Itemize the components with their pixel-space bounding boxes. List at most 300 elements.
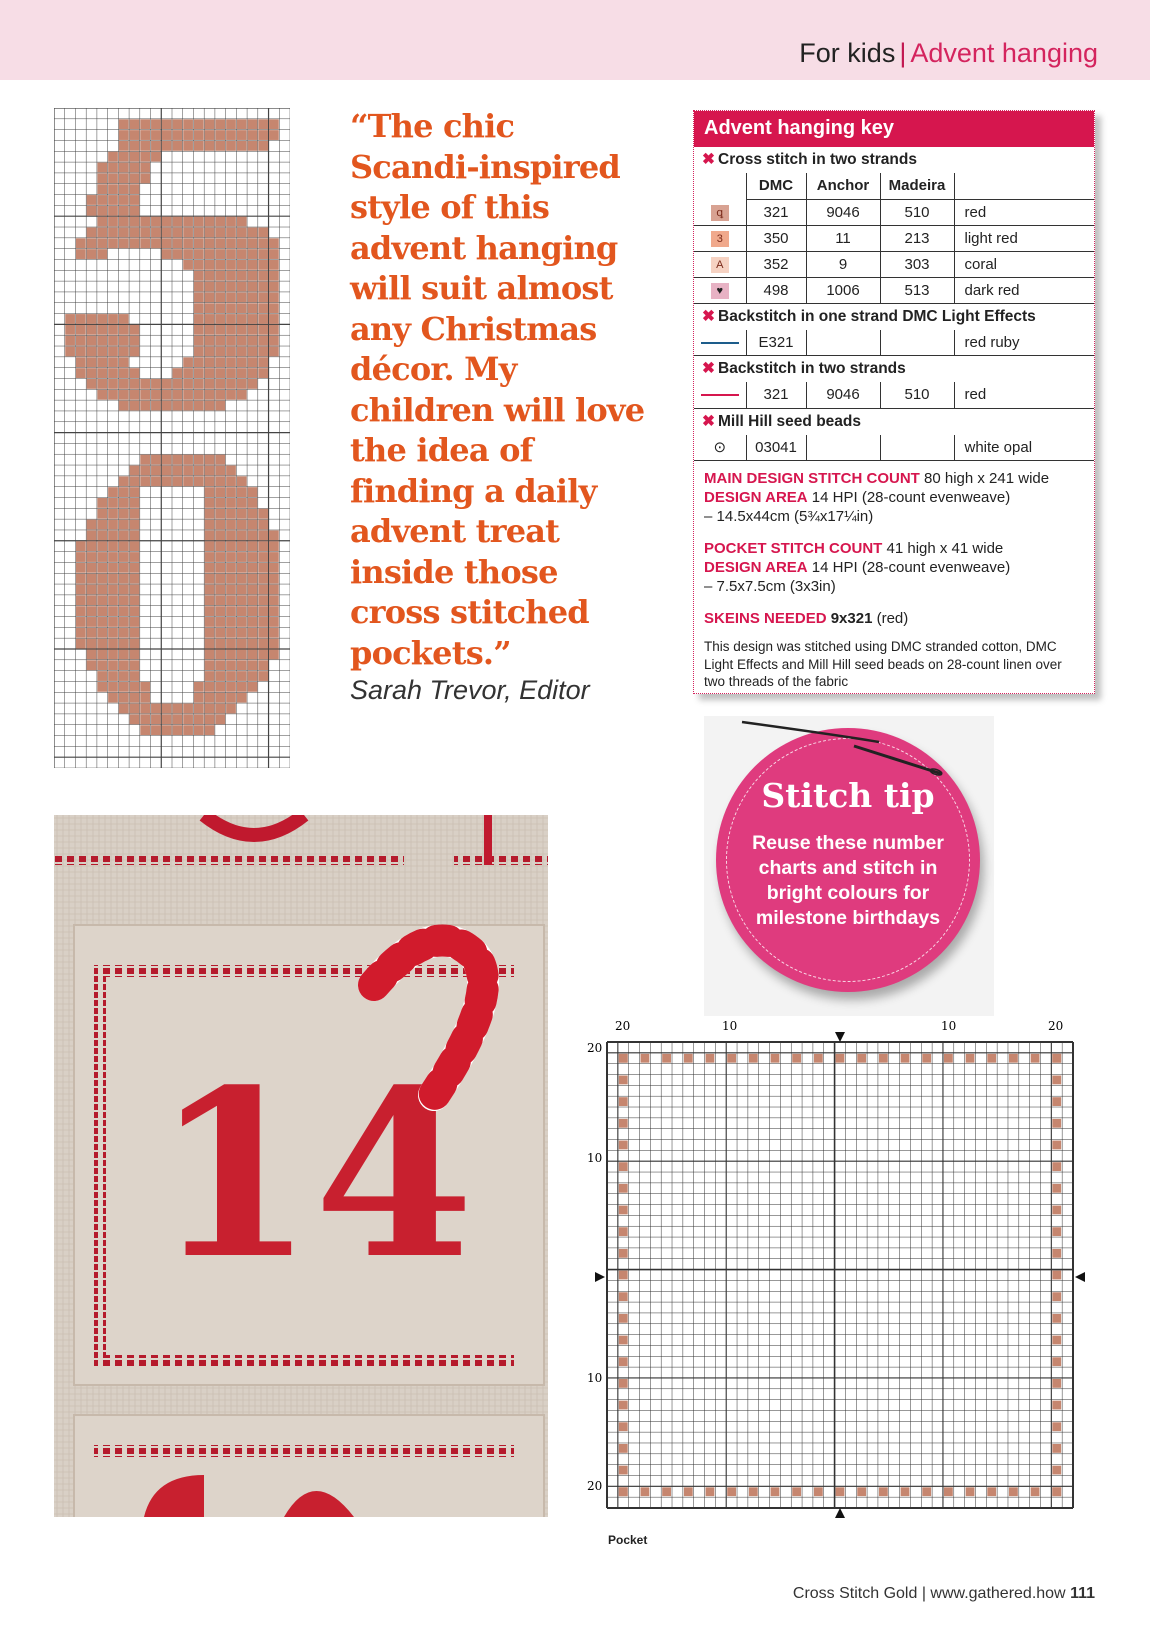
stitch-cell: [194, 130, 204, 140]
pocket-stitch-cell: [1052, 1314, 1061, 1323]
stitch-cell: [119, 390, 129, 400]
stitch-cell: [258, 509, 268, 519]
stitch-cell: [151, 379, 161, 389]
stitch-cell: [183, 130, 193, 140]
stitch-cell: [162, 130, 172, 140]
stitch-cell: [119, 704, 129, 714]
pocket-chart-grid: [575, 1012, 1095, 1522]
stitch-cell: [108, 541, 118, 551]
stitch-cell: [215, 585, 225, 595]
key-section-backstitch-two: ✖ Backstitch in two strands: [702, 360, 906, 377]
stitch-cell: [205, 336, 215, 346]
footer: Cross Stitch Gold | www.gathered.how 111: [792, 1585, 1095, 1602]
stitch-cell: [215, 217, 225, 227]
stitch-tip-body: Reuse these number charts and stitch in bright colours for milestone birthdays: [752, 832, 944, 929]
stitch-cell: [119, 206, 129, 216]
stitch-cell: [269, 617, 279, 627]
stitch-cell: [248, 606, 258, 616]
pocket-stitch-cell: [684, 1054, 693, 1063]
stitch-cell: [237, 141, 247, 151]
stitch-cell: [108, 552, 118, 562]
stitch-cell: [140, 466, 150, 476]
stitch-cell: [237, 585, 247, 595]
pocket-stitch-cell: [901, 1487, 910, 1496]
stitch-cell: [130, 628, 140, 638]
stitch-cell: [130, 498, 140, 508]
stitch-cell: [130, 509, 140, 519]
stitch-cell: [183, 217, 193, 227]
blue-line-symbol: [701, 342, 739, 344]
stitch-cell: [97, 552, 107, 562]
stitch-cell: [76, 357, 86, 367]
stitch-cell: [215, 303, 225, 313]
pocket-chart: [575, 1012, 1095, 1522]
stitch-cell: [205, 119, 215, 129]
stitch-cell: [173, 249, 183, 259]
stitch-cell: [248, 639, 258, 649]
stitch-cell: [97, 498, 107, 508]
stitch-cell: [119, 595, 129, 605]
stitch-cell: [205, 628, 215, 638]
stitch-cell: [248, 585, 258, 595]
stitch-cell: [248, 563, 258, 573]
stitch-cell: [173, 379, 183, 389]
stitch-cell: [119, 476, 129, 486]
stitch-cell: [76, 617, 86, 627]
stitch-cell: [237, 617, 247, 627]
stitch-cell: [258, 617, 268, 627]
stitch-cell: [183, 119, 193, 129]
stitch-cell: [248, 487, 258, 497]
stitch-cell: [194, 379, 204, 389]
stitch-cell: [269, 541, 279, 551]
stitch-cell: [119, 141, 129, 151]
stitch-cell: [205, 260, 215, 270]
stitch-cell: [237, 552, 247, 562]
stitch-cell: [97, 238, 107, 248]
stitch-cell: [205, 725, 215, 735]
stitch-cell: [76, 541, 86, 551]
stitch-cell: [194, 725, 204, 735]
stitch-cell: [215, 314, 225, 324]
stitch-cell: [226, 520, 236, 530]
stitch-cell: [248, 649, 258, 659]
pocket-stitch-cell: [1052, 1054, 1061, 1063]
stitch-cell: [194, 336, 204, 346]
stitch-cell: [108, 530, 118, 540]
stitch-cell: [248, 347, 258, 357]
stitch-cell: [215, 541, 225, 551]
stitch-cell: [130, 152, 140, 162]
stitch-cell: [108, 520, 118, 530]
stitch-cell: [108, 228, 118, 238]
stitch-cell: [205, 141, 215, 151]
stitch-cell: [119, 401, 129, 411]
stitch-cell: [108, 639, 118, 649]
tick-side-4: 20: [587, 1479, 603, 1493]
swatch-350-symbol: 3: [711, 231, 729, 247]
stitch-cell: [130, 595, 140, 605]
stitch-cell: [269, 563, 279, 573]
stitch-cell: [215, 639, 225, 649]
cross-mark-icon: ✖: [702, 412, 715, 430]
stitch-cell: [205, 466, 215, 476]
stitch-cell: [258, 595, 268, 605]
stitch-cell: [97, 563, 107, 573]
pocket-stitch-cell: [619, 1466, 628, 1475]
stitch-cell: [140, 693, 150, 703]
pocket-stitch-cell: [619, 1162, 628, 1171]
number-chart-grid: [54, 108, 290, 768]
stitch-cell: [162, 379, 172, 389]
stitch-cell: [215, 649, 225, 659]
col-madeira: Madeira: [880, 173, 954, 199]
swatch-498-symbol: ♥: [711, 283, 729, 299]
stitch-cell: [237, 628, 247, 638]
stitch-cell: [215, 617, 225, 627]
stitch-cell: [194, 704, 204, 714]
stitch-cell: [183, 249, 193, 259]
stitch-cell: [183, 455, 193, 465]
stitch-cell: [269, 530, 279, 540]
stitch-cell: [87, 574, 97, 584]
stitch-cell: [269, 271, 279, 281]
header-page-title: Advent hanging: [910, 38, 1098, 68]
pocket-stitch-cell: [1052, 1444, 1061, 1453]
stitch-cell: [226, 271, 236, 281]
stitch-cell: [183, 390, 193, 400]
stitch-cell: [226, 347, 236, 357]
footer-magazine: Cross Stitch Gold: [792, 1585, 918, 1602]
key-row: E321 red ruby: [694, 330, 1094, 356]
stitch-cell: [248, 271, 258, 281]
key-row: ⊙ 03041 white opal: [694, 435, 1094, 461]
stitch-cell: [194, 368, 204, 378]
stitch-cell: [258, 649, 268, 659]
stitch-cell: [97, 325, 107, 335]
stitch-cell: [205, 303, 215, 313]
stitch-cell: [76, 325, 86, 335]
stitch-cell: [226, 682, 236, 692]
stitch-cell: [119, 585, 129, 595]
stitch-cell: [119, 671, 129, 681]
stitch-cell: [140, 130, 150, 140]
stitch-cell: [130, 541, 140, 551]
tick-top-2: 10: [722, 1019, 738, 1033]
stitch-cell: [87, 368, 97, 378]
stitch-cell: [226, 379, 236, 389]
stitch-cell: [76, 639, 86, 649]
stitch-cell: [119, 336, 129, 346]
stitch-cell: [226, 292, 236, 302]
stitch-cell: [258, 347, 268, 357]
stitch-cell: [87, 541, 97, 551]
pocket-stitch-cell: [1052, 1141, 1061, 1150]
stitch-cell: [237, 336, 247, 346]
stitch-cell: [237, 357, 247, 367]
stitch-cell: [108, 217, 118, 227]
col-anchor: Anchor: [806, 173, 880, 199]
stitch-cell: [119, 649, 129, 659]
stitch-cell: [205, 217, 215, 227]
stitch-cell: [162, 238, 172, 248]
stitch-cell: [248, 574, 258, 584]
stitch-cell: [237, 390, 247, 400]
stitch-cell: [130, 368, 140, 378]
stitch-cell: [108, 238, 118, 248]
stitch-cell: [215, 260, 225, 270]
stitch-cell: [248, 617, 258, 627]
stitch-cell: [97, 195, 107, 205]
stitch-cell: [173, 476, 183, 486]
stitch-cell: [130, 682, 140, 692]
pocket-stitch-cell: [619, 1141, 628, 1150]
stitch-cell: [205, 585, 215, 595]
product-photo: [54, 815, 548, 1517]
stitch-cell: [205, 509, 215, 519]
key-table-back: [694, 382, 1094, 409]
stitch-cell: [237, 271, 247, 281]
stitch-cell: [119, 617, 129, 627]
stitch-cell: [237, 693, 247, 703]
stitch-cell: [108, 487, 118, 497]
pocket-stitch-cell: [641, 1054, 650, 1063]
stitch-cell: [215, 238, 225, 248]
stitch-cell: [108, 628, 118, 638]
stitch-cell: [269, 238, 279, 248]
tick-side-2: 10: [587, 1151, 603, 1165]
key-row: 321 9046 510 red: [694, 382, 1094, 408]
stitch-cell: [248, 530, 258, 540]
stitch-cell: [97, 390, 107, 400]
stitch-cell: [258, 606, 268, 616]
stitch-cell: [237, 217, 247, 227]
number-chart: [54, 108, 290, 768]
pocket-stitch-cell: [836, 1054, 845, 1063]
stitch-cell: [205, 530, 215, 540]
stitch-cell: [130, 336, 140, 346]
stitch-cell: [237, 563, 247, 573]
stitch-cell: [65, 347, 75, 357]
tick-top-3: 10: [941, 1019, 957, 1033]
stitch-cell: [215, 563, 225, 573]
stitch-cell: [119, 368, 129, 378]
stitch-cell: [108, 163, 118, 173]
stitch-cell: [205, 455, 215, 465]
pocket-stitch-cell: [1052, 1249, 1061, 1258]
stitch-cell: [108, 336, 118, 346]
key-row: ꝗ 321 9046 510 red: [694, 199, 1094, 225]
stitch-cell: [140, 476, 150, 486]
stitch-cell: [76, 368, 86, 378]
stitch-cell: [130, 163, 140, 173]
stitch-cell: [205, 292, 215, 302]
pocket-stitch-cell: [619, 1292, 628, 1301]
stitch-cell: [183, 714, 193, 724]
stitch-cell: [215, 368, 225, 378]
pocket-stitch-cell: [966, 1487, 975, 1496]
stitch-cell: [162, 401, 172, 411]
stitch-cell: [162, 714, 172, 724]
stitch-cell: [130, 401, 140, 411]
stitch-cell: [108, 195, 118, 205]
pocket-stitch-cell: [1052, 1184, 1061, 1193]
stitch-cell: [205, 238, 215, 248]
stitch-cell: [119, 325, 129, 335]
stitch-cell: [162, 217, 172, 227]
stitch-cell: [130, 228, 140, 238]
stitch-cell: [140, 238, 150, 248]
pocket-stitch-cell: [944, 1054, 953, 1063]
stitch-cell: [119, 184, 129, 194]
stitch-cell: [205, 693, 215, 703]
stitch-cell: [108, 693, 118, 703]
stitch-cell: [215, 595, 225, 605]
stitch-cell: [237, 509, 247, 519]
stitch-cell: [248, 119, 258, 129]
stitch-cell: [226, 119, 236, 129]
pocket-stitch-cell: [619, 1422, 628, 1431]
pocket-stitch-cell: [966, 1054, 975, 1063]
stitch-cell: [87, 195, 97, 205]
pocket-stitch-cell: [662, 1054, 671, 1063]
stitch-cell: [226, 660, 236, 670]
pocket-stitch-cell: [879, 1487, 888, 1496]
stitch-cell: [258, 541, 268, 551]
stitch-cell: [237, 541, 247, 551]
pocket-stitch-cell: [792, 1054, 801, 1063]
stitch-cell: [269, 606, 279, 616]
stitch-cell: [119, 541, 129, 551]
stitch-cell: [140, 455, 150, 465]
stitch-cell: [140, 390, 150, 400]
stitch-cell: [108, 595, 118, 605]
stitch-cell: [226, 649, 236, 659]
stitch-cell: [130, 466, 140, 476]
stitch-cell: [226, 303, 236, 313]
pocket-stitch-cell: [727, 1487, 736, 1496]
stitch-cell: [248, 552, 258, 562]
pocket-stitch-cell: [619, 1357, 628, 1366]
stitch-cell: [130, 119, 140, 129]
stitch-cell: [215, 530, 225, 540]
stitch-cell: [130, 671, 140, 681]
pocket-stitch-cell: [619, 1314, 628, 1323]
stitch-cell: [108, 368, 118, 378]
stitch-cell: [215, 520, 225, 530]
stitch-cell: [226, 336, 236, 346]
stitch-cell: [226, 574, 236, 584]
stitch-cell: [87, 606, 97, 616]
stitch-cell: [215, 574, 225, 584]
stitch-cell: [226, 606, 236, 616]
stitch-cell: [226, 282, 236, 292]
stitch-cell: [130, 390, 140, 400]
pocket-stitch-cell: [1052, 1336, 1061, 1345]
stitch-cell: [140, 163, 150, 173]
stitch-cell: [76, 574, 86, 584]
stitch-cell: [140, 119, 150, 129]
stitch-cell: [226, 228, 236, 238]
tick-top-4: 20: [1048, 1019, 1064, 1033]
stitch-cell: [269, 119, 279, 129]
swatch-321-symbol: ꝗ: [711, 205, 729, 221]
stitch-cell: [248, 595, 258, 605]
stitch-cell: [258, 520, 268, 530]
stitch-cell: [119, 347, 129, 357]
red-line-symbol: [701, 394, 739, 396]
stitch-cell: [119, 498, 129, 508]
stitch-cell: [119, 693, 129, 703]
stitch-cell: [215, 714, 225, 724]
stitch-cell: [130, 206, 140, 216]
stitch-cell: [248, 249, 258, 259]
stitch-cell: [237, 325, 247, 335]
stitch-cell: [205, 606, 215, 616]
stitch-cell: [76, 628, 86, 638]
stitch-cell: [87, 238, 97, 248]
stitch-cell: [237, 379, 247, 389]
stitch-cell: [215, 292, 225, 302]
stitch-cell: [119, 217, 129, 227]
stitch-cell: [97, 595, 107, 605]
stitch-cell: [87, 336, 97, 346]
pocket-stitch-cell: [749, 1487, 758, 1496]
stitch-cell: [205, 714, 215, 724]
stitch-cell: [205, 563, 215, 573]
center-arrow-bottom: [835, 1508, 845, 1518]
stitch-cell: [151, 725, 161, 735]
stitch-cell: [205, 282, 215, 292]
stitch-cell: [237, 660, 247, 670]
stitch-cell: [151, 455, 161, 465]
stitch-cell: [130, 487, 140, 497]
tick-side-1: 20: [587, 1041, 603, 1055]
stitch-cell: [173, 130, 183, 140]
pocket-stitch-cell: [1052, 1206, 1061, 1215]
key-row: ♥ 498 1006 513 dark red: [694, 277, 1094, 303]
pocket-stitch-cell: [619, 1076, 628, 1085]
stitch-cell: [130, 238, 140, 248]
stitch-cell: [119, 509, 129, 519]
stitch-cell: [108, 585, 118, 595]
stitch-cell: [237, 282, 247, 292]
stitch-cell: [119, 552, 129, 562]
stitch-cell: [215, 498, 225, 508]
stitch-cell: [87, 520, 97, 530]
stitch-cell: [269, 282, 279, 292]
stitch-cell: [237, 682, 247, 692]
stitch-cell: [269, 130, 279, 140]
stitch-cell: [130, 347, 140, 357]
stitch-cell: [108, 357, 118, 367]
stitch-cell: [140, 401, 150, 411]
pocket-stitch-cell: [662, 1487, 671, 1496]
stitch-cell: [108, 606, 118, 616]
pocket-stitch-cell: [619, 1401, 628, 1410]
stitch-cell: [108, 509, 118, 519]
pocket-stitch-cell: [1052, 1379, 1061, 1388]
stitch-cell: [237, 303, 247, 313]
pocket-stitch-cell: [1052, 1466, 1061, 1475]
pocket-stitch-cell: [944, 1487, 953, 1496]
pocket-stitch-cell: [619, 1097, 628, 1106]
pocket-stitch-cell: [619, 1119, 628, 1128]
key-table-beads: [694, 435, 1094, 462]
pocket-stitch-cell: [1052, 1227, 1061, 1236]
stitch-cell: [226, 368, 236, 378]
stitch-cell: [151, 152, 161, 162]
